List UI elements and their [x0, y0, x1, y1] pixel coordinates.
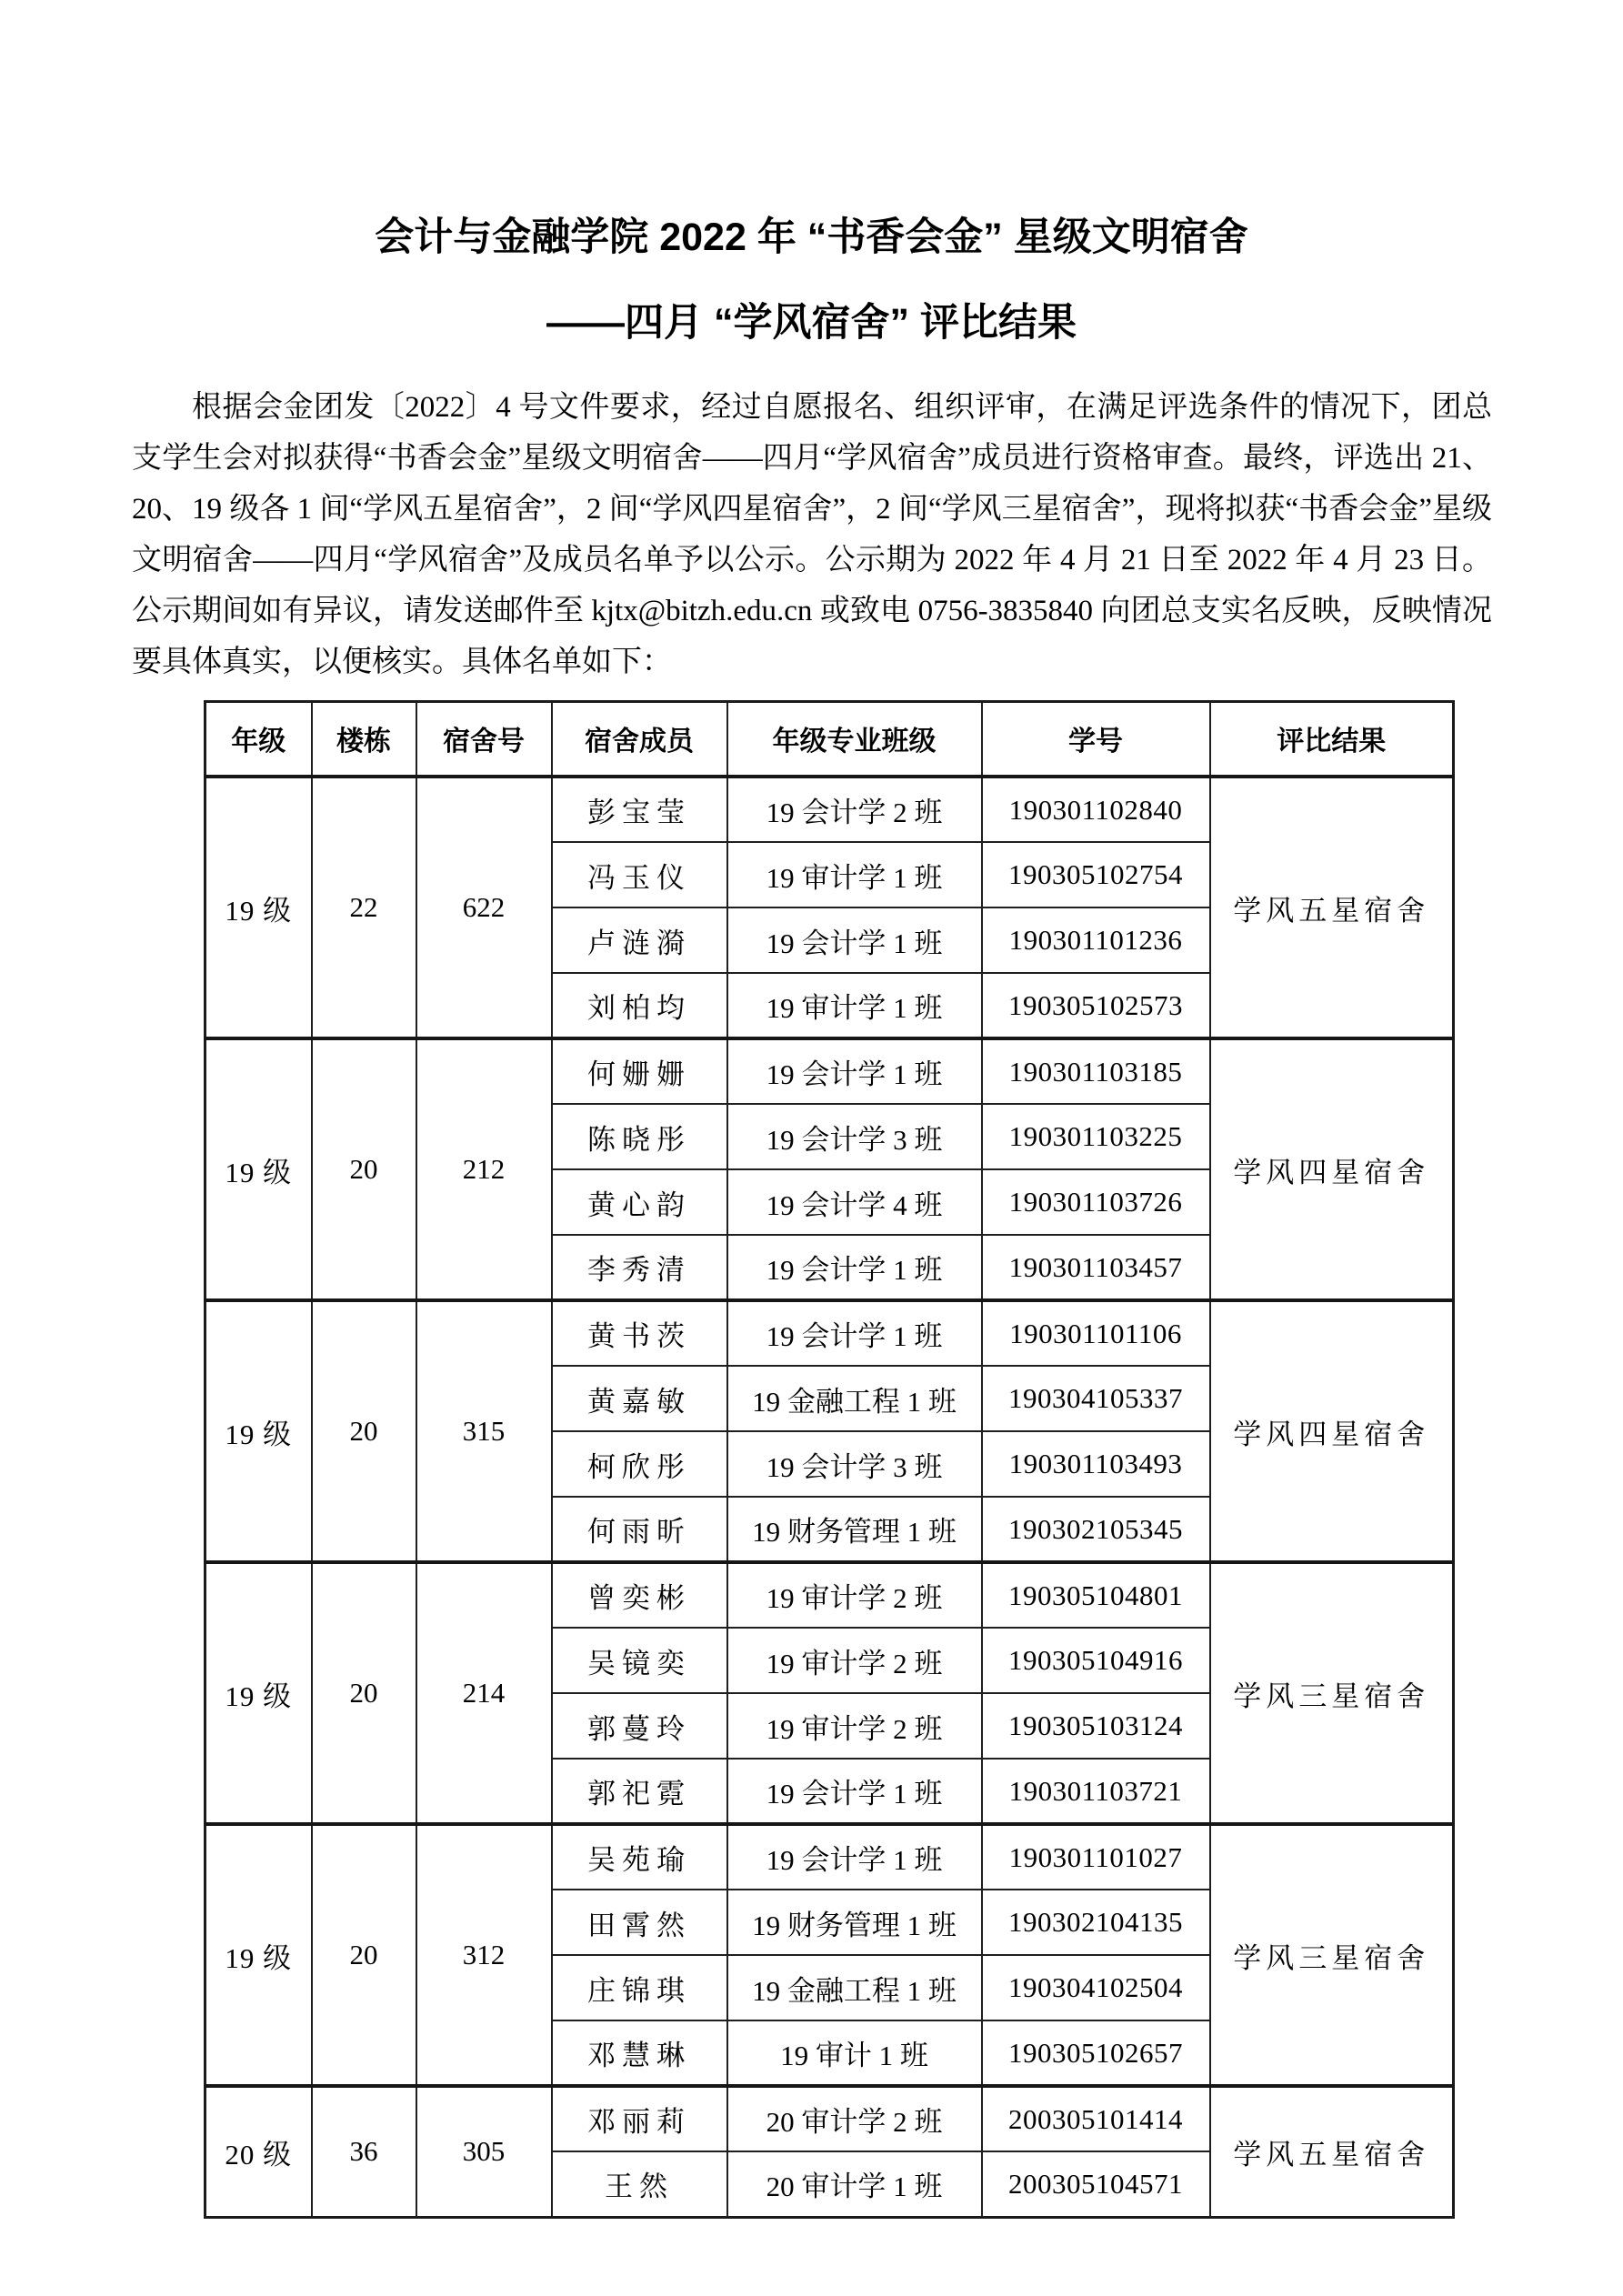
intro-paragraph: [132, 382, 1492, 687]
grade-cell: 19 级: [205, 777, 312, 1038]
building-cell: 22: [312, 777, 416, 1038]
grade-cell: 19 级: [205, 1300, 312, 1562]
member-class-cell: 19 金融工程 1 班: [727, 1366, 982, 1431]
member-name-cell: 李秀清: [552, 1235, 727, 1300]
building-cell: 20: [312, 1824, 416, 2086]
member-class-cell: 19 审计学 1 班: [727, 842, 982, 907]
member-name-cell: 邓丽莉: [552, 2086, 727, 2151]
member-class-cell: 19 金融工程 1 班: [727, 1955, 982, 2020]
table-row: [205, 1824, 1454, 1890]
member-name-cell: 卢涟漪: [552, 907, 727, 973]
result-cell: 学风三星宿舍: [1210, 1824, 1454, 2086]
member-class-cell: 19 会计学 3 班: [727, 1104, 982, 1169]
member-name-cell: 邓慧琳: [552, 2020, 727, 2086]
member-class-cell: 19 审计学 2 班: [727, 1693, 982, 1759]
member-name-cell: 彭宝莹: [552, 777, 727, 842]
student-id-cell: 190301103726: [982, 1169, 1210, 1235]
result-cell: 学风五星宿舍: [1210, 2086, 1454, 2217]
table-row: [205, 1562, 1454, 1628]
building-cell: 20: [312, 1300, 416, 1562]
member-class-cell: 19 审计学 2 班: [727, 1628, 982, 1693]
member-name-cell: 刘柏均: [552, 973, 727, 1038]
col-header-room: 宿舍号: [416, 701, 552, 777]
member-class-cell: 19 会计学 3 班: [727, 1431, 982, 1497]
room-cell: 305: [416, 2086, 552, 2217]
intro-text-1: 根据会金团发〔2022〕4 号文件要求，经过自愿报名、组织评审，在满足评选条件的情况下，团总支学生会对拟获得“书香会金”星级文明宿舍——四月“学风宿舍”成员进行资格审查。最终，评选出 21、20、19 级各 1 间“学风五星宿舍”，2 间“学风四星宿舍”，2 间“学风三星宿舍”，现将拟获“书香会金”星级文明宿舍——四月“学风宿舍”及成员名单予以公示。公示期为 2022 年 4 月 21 日至 2022 年 4 月 23 日。公示期间如有异议，请发送邮件至: [132, 390, 1492, 627]
room-cell: 212: [416, 1038, 552, 1300]
member-name-cell: 黄书茨: [552, 1300, 727, 1366]
email-address: kjtx@bitzh.edu.cn: [591, 594, 813, 627]
student-id-cell: 190301103185: [982, 1038, 1210, 1104]
col-header-class: 年级专业班级: [727, 701, 982, 777]
phone-number: 0756-3835840: [917, 594, 1094, 627]
col-header-grade: 年级: [205, 701, 312, 777]
member-name-cell: 冯玉仪: [552, 842, 727, 907]
student-id-cell: 190305102657: [982, 2020, 1210, 2086]
student-id-cell: 190302105345: [982, 1497, 1210, 1562]
room-cell: 312: [416, 1824, 552, 2086]
grade-cell: 19 级: [205, 1038, 312, 1300]
member-name-cell: 王然: [552, 2151, 727, 2217]
member-name-cell: 郭祀霓: [552, 1759, 727, 1824]
student-id-cell: 190305102573: [982, 973, 1210, 1038]
member-class-cell: 19 会计学 1 班: [727, 1038, 982, 1104]
member-class-cell: 20 审计学 1 班: [727, 2151, 982, 2217]
student-id-cell: 190305104801: [982, 1562, 1210, 1628]
member-class-cell: 19 会计学 1 班: [727, 1235, 982, 1300]
building-cell: 20: [312, 1562, 416, 1824]
student-id-cell: 190304102504: [982, 1955, 1210, 2020]
member-name-cell: 何雨昕: [552, 1497, 727, 1562]
result-cell: 学风四星宿舍: [1210, 1038, 1454, 1300]
student-id-cell: 200305104571: [982, 2151, 1210, 2217]
member-class-cell: 19 审计学 2 班: [727, 1562, 982, 1628]
member-name-cell: 郭蔓玲: [552, 1693, 727, 1759]
grade-cell: 19 级: [205, 1824, 312, 2086]
result-cell: 学风五星宿舍: [1210, 777, 1454, 1038]
student-id-cell: 190301103721: [982, 1759, 1210, 1824]
member-name-cell: 田霄然: [552, 1890, 727, 1955]
student-id-cell: 190301101027: [982, 1824, 1210, 1890]
member-name-cell: 柯欣彤: [552, 1431, 727, 1497]
col-header-building: 楼栋: [312, 701, 416, 777]
col-header-result: 评比结果: [1210, 701, 1454, 777]
student-id-cell: 190301103225: [982, 1104, 1210, 1169]
room-cell: 315: [416, 1300, 552, 1562]
col-header-student-id: 学号: [982, 701, 1210, 777]
student-id-cell: 200305101414: [982, 2086, 1210, 2151]
student-id-cell: 190305102754: [982, 842, 1210, 907]
member-class-cell: 19 财务管理 1 班: [727, 1497, 982, 1562]
document-title-line2: ——四月 “学风宿舍” 评比结果: [546, 301, 1077, 346]
member-class-cell: 19 会计学 1 班: [727, 1759, 982, 1824]
room-cell: 622: [416, 777, 552, 1038]
member-class-cell: 19 审计学 1 班: [727, 973, 982, 1038]
member-class-cell: 19 财务管理 1 班: [727, 1890, 982, 1955]
member-name-cell: 曾奕彬: [552, 1562, 727, 1628]
result-cell: 学风四星宿舍: [1210, 1300, 1454, 1562]
col-header-members: 宿舍成员: [552, 701, 727, 777]
grade-cell: 19 级: [205, 1562, 312, 1824]
building-cell: 20: [312, 1038, 416, 1300]
table-row: [205, 2086, 1454, 2151]
student-id-cell: 190301103457: [982, 1235, 1210, 1300]
member-name-cell: 陈晓彤: [552, 1104, 727, 1169]
building-cell: 36: [312, 2086, 416, 2217]
member-name-cell: 庄锦琪: [552, 1955, 727, 2020]
intro-text-3: 向团总支实名反映，反映情况要具体真实，以便核实。具体名单如下：: [132, 594, 1493, 678]
member-name-cell: 黄嘉敏: [552, 1366, 727, 1431]
student-id-cell: 190301102840: [982, 777, 1210, 842]
table-row: [205, 1038, 1454, 1104]
member-class-cell: 19 会计学 4 班: [727, 1169, 982, 1235]
member-name-cell: 吴苑瑜: [552, 1824, 727, 1890]
student-id-cell: 190305104916: [982, 1628, 1210, 1693]
table-header-row: [205, 701, 1454, 777]
member-class-cell: 19 审计 1 班: [727, 2020, 982, 2086]
result-cell: 学风三星宿舍: [1210, 1562, 1454, 1824]
intro-text-2: 或致电: [812, 594, 918, 627]
grade-cell: 20 级: [205, 2086, 312, 2217]
table-row: [205, 777, 1454, 842]
room-cell: 214: [416, 1562, 552, 1824]
student-id-cell: 190304105337: [982, 1366, 1210, 1431]
member-class-cell: 19 会计学 2 班: [727, 777, 982, 842]
student-id-cell: 190305103124: [982, 1693, 1210, 1759]
student-id-cell: 190302104135: [982, 1890, 1210, 1955]
document-title-line1: 会计与金融学院 2022 年 “书香会金” 星级文明宿舍: [375, 216, 1248, 259]
member-class-cell: 20 审计学 2 班: [727, 2086, 982, 2151]
member-class-cell: 19 会计学 1 班: [727, 1300, 982, 1366]
dormitory-evaluation-table: [204, 700, 1455, 2219]
student-id-cell: 190301101236: [982, 907, 1210, 973]
member-class-cell: 19 会计学 1 班: [727, 1824, 982, 1890]
student-id-cell: 190301101106: [982, 1300, 1210, 1366]
student-id-cell: 190301103493: [982, 1431, 1210, 1497]
member-name-cell: 黄心韵: [552, 1169, 727, 1235]
member-name-cell: 吴镜奕: [552, 1628, 727, 1693]
member-name-cell: 何姗姗: [552, 1038, 727, 1104]
table-row: [205, 1300, 1454, 1366]
member-class-cell: 19 会计学 1 班: [727, 907, 982, 973]
